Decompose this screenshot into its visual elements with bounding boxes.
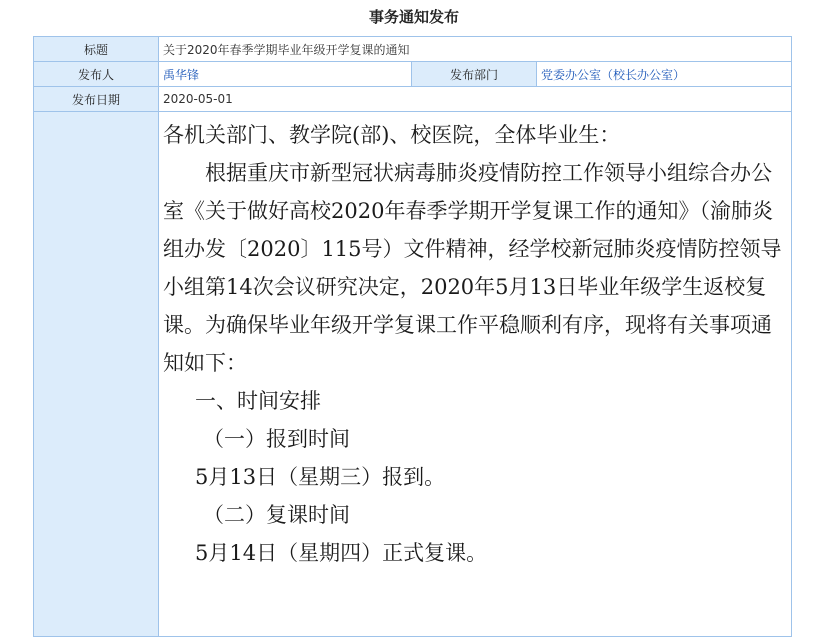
notice-content bbox=[159, 112, 792, 637]
title-row bbox=[34, 37, 792, 62]
title-label: 标题 bbox=[34, 37, 159, 62]
salutation: 各机关部门、教学院(部)、校医院，全体毕业生： bbox=[163, 123, 621, 147]
publisher-label: 发布人 bbox=[34, 62, 159, 87]
publisher-row bbox=[34, 62, 792, 87]
notice-table bbox=[33, 36, 792, 637]
department-label: 发布部门 bbox=[412, 62, 537, 87]
date-row bbox=[34, 87, 792, 112]
content-row bbox=[34, 112, 792, 637]
department-value[interactable]: 党委办公室（校长办公室） bbox=[537, 62, 792, 87]
subsection-class-time: （二）复课时间 bbox=[203, 503, 350, 527]
page-title: 事务通知发布 bbox=[368, 8, 459, 26]
publisher-value[interactable]: 禹华锋 bbox=[159, 62, 412, 87]
subsection-report-time: （一）报到时间 bbox=[203, 427, 350, 451]
content-label-cell bbox=[34, 112, 159, 637]
date-label: 发布日期 bbox=[34, 87, 159, 112]
section-heading-time: 一、时间安排 bbox=[195, 389, 321, 413]
report-time-text: 5月13日（星期三）报到。 bbox=[195, 465, 446, 489]
title-value: 关于2020年春季学期毕业年级开学复课的通知 bbox=[159, 37, 792, 62]
date-value: 2020-05-01 bbox=[159, 87, 792, 112]
class-time-text: 5月14日（星期四）正式复课。 bbox=[195, 541, 488, 565]
intro-paragraph: 根据重庆市新型冠状病毒肺炎疫情防控工作领导小组综合办公室《关于做好高校2020年春季学期开学复课工作的通知》（渝肺炎组办发〔2020〕115号）文件精神，经学校新冠肺炎疫情防控领导小组第14次会议研究决定，2020年5月13日毕业年级学生返校复课。为确保毕业年级开学复课工作平稳顺利有序，现将有关事项通知如下： bbox=[163, 161, 782, 375]
